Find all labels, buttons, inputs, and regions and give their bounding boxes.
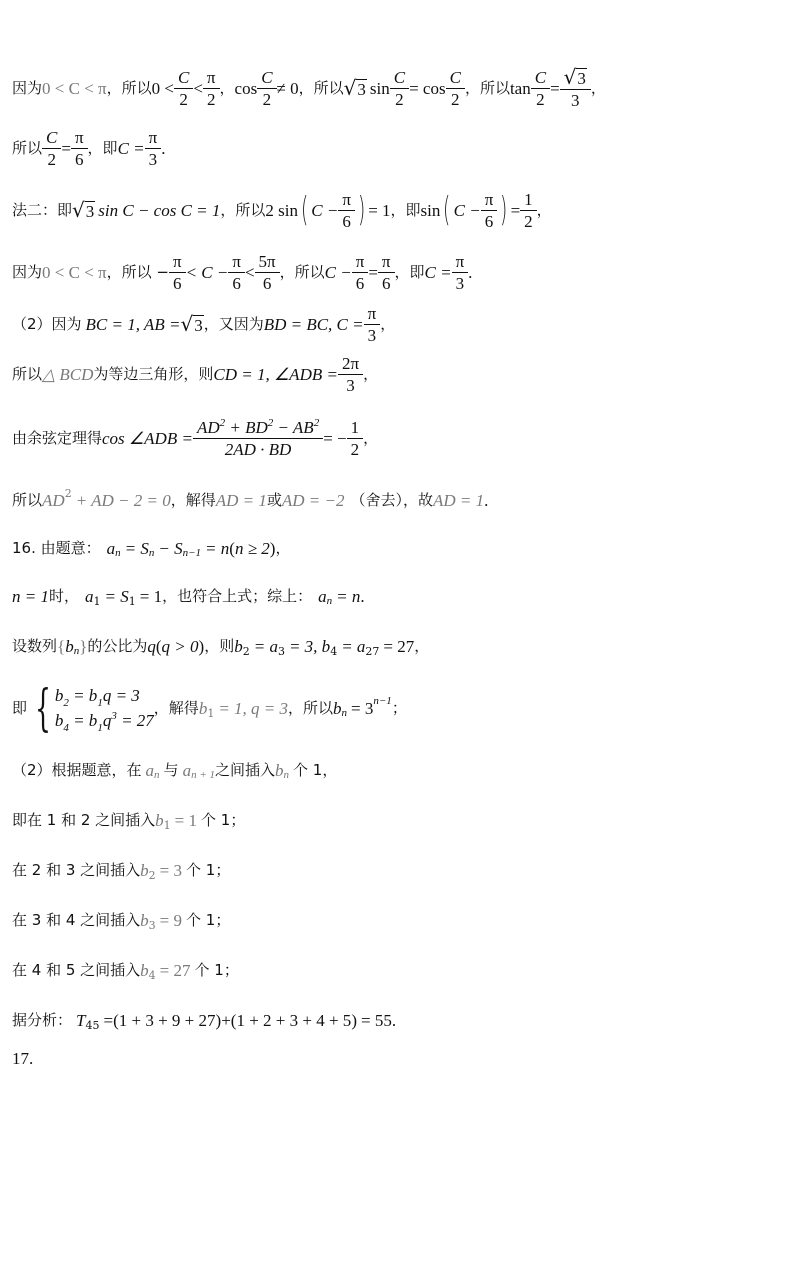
text: 个 1； xyxy=(186,910,231,929)
fraction xyxy=(205,69,218,108)
superscript: 2 xyxy=(219,416,226,429)
fraction xyxy=(230,253,243,292)
math: tan xyxy=(509,78,531,98)
fraction xyxy=(349,419,362,458)
text: （2）因为 xyxy=(12,314,82,333)
fraction xyxy=(257,253,278,292)
text: ， xyxy=(590,78,606,97)
text: 即 xyxy=(12,698,28,717)
fraction xyxy=(483,191,496,230)
text: ， xyxy=(414,636,430,655)
text: ，解得 xyxy=(153,698,199,717)
math: < C − xyxy=(185,262,229,282)
subscript: n xyxy=(341,706,348,719)
fraction xyxy=(533,69,548,108)
denominator: 2 xyxy=(347,438,364,458)
subscript: 4 xyxy=(148,968,156,982)
fraction xyxy=(340,355,361,394)
text: ，所以 xyxy=(106,78,152,97)
fraction xyxy=(259,69,274,108)
fraction xyxy=(340,191,353,230)
text: ，解得 xyxy=(170,490,216,509)
fraction xyxy=(366,305,379,344)
radicand: 3 xyxy=(194,315,203,335)
math: b xyxy=(140,860,149,880)
math: sin xyxy=(369,78,390,98)
text: 16. 由题意： xyxy=(12,538,101,557)
numerator: π xyxy=(342,189,351,209)
text: 的公比为 xyxy=(87,636,148,655)
radicand: 3 xyxy=(577,68,586,88)
math: sin xyxy=(420,200,441,220)
math: = 1, q = 3 xyxy=(218,698,289,718)
denominator: 2 xyxy=(42,148,61,168)
math: a xyxy=(318,586,327,606)
superscript: 2 xyxy=(313,416,320,429)
math: AD = 1 xyxy=(215,490,267,510)
fraction xyxy=(380,253,393,292)
text: ，所以 − xyxy=(106,262,169,281)
numerator: π xyxy=(206,67,216,87)
subscript: 1 xyxy=(207,706,215,720)
math: = 9 xyxy=(159,910,183,930)
equation-row xyxy=(55,708,154,734)
denominator: 6 xyxy=(352,272,369,292)
math: = xyxy=(510,200,521,220)
math: = 27 xyxy=(159,960,191,980)
math: + AD − 2 = 0 xyxy=(75,490,171,510)
text: 因为 xyxy=(12,78,43,97)
math: AD = −2 xyxy=(281,490,345,510)
fraction xyxy=(147,129,160,168)
text: （2）根据题意，在 xyxy=(12,760,142,779)
text: ，所以 xyxy=(298,78,344,97)
numerator: π xyxy=(381,251,391,271)
math: = − xyxy=(323,428,347,448)
math: b xyxy=(333,698,342,718)
math: = 3, b xyxy=(288,636,331,656)
line-12: 即 { $b_2 = b_1q = 3$ $b_4 = b_1q^3 = 27$ ，解得 b 1 = 1, q = 3 ，所以 b n = 3 n−1 ； xyxy=(12,679,407,737)
text: ， xyxy=(275,538,291,557)
numerator: C xyxy=(449,67,461,87)
subscript: n xyxy=(283,768,290,781)
denominator: 2 xyxy=(257,88,276,108)
sqrt: √ 3 xyxy=(563,65,586,89)
text: ； xyxy=(391,698,407,717)
math: b xyxy=(140,910,149,930)
math: = n xyxy=(336,586,361,606)
math: 2 sin xyxy=(265,200,298,220)
numerator: C xyxy=(261,67,273,87)
text: ， xyxy=(219,78,235,97)
text: ， xyxy=(363,428,379,447)
text: 之间插入 xyxy=(215,760,276,779)
numerator: 5π xyxy=(258,251,276,271)
text: ， xyxy=(363,364,379,383)
math: a xyxy=(106,538,116,558)
text: 因为 xyxy=(12,262,43,281)
math: ≠ 0 xyxy=(276,78,299,98)
numerator: π xyxy=(148,127,158,147)
math: 0 < xyxy=(151,78,174,98)
math: cos ∠ADB = xyxy=(102,428,193,448)
numerator: π xyxy=(172,251,182,271)
denominator: 2 xyxy=(531,88,550,108)
text: 法二：即 xyxy=(12,200,73,219)
subscript: n xyxy=(326,594,333,607)
subscript: 3 xyxy=(277,644,285,658)
math: = S xyxy=(124,538,149,558)
math: = 1 xyxy=(174,810,198,830)
text: ， xyxy=(536,200,552,219)
text: 设数列 xyxy=(12,636,58,655)
subscript: 1 xyxy=(97,722,103,734)
fraction xyxy=(44,129,59,168)
math: AD xyxy=(42,490,65,510)
line-7 xyxy=(12,408,378,468)
text: 个 1； xyxy=(201,810,246,829)
fraction xyxy=(392,69,407,108)
text: 或 xyxy=(266,490,282,509)
text: 所以 xyxy=(12,364,43,383)
denominator: 6 xyxy=(481,210,498,230)
text: 在 4 和 5 之间插入 xyxy=(12,960,141,979)
math: = S xyxy=(104,586,129,606)
math: C − xyxy=(311,200,339,220)
math: . xyxy=(161,138,166,158)
text: ，则 xyxy=(204,636,235,655)
numerator: π xyxy=(484,189,494,209)
subscript: n xyxy=(148,546,155,559)
equation-system xyxy=(55,683,154,734)
line-1 xyxy=(12,58,606,118)
denominator: 6 xyxy=(255,272,280,292)
text: ，所以 xyxy=(288,698,334,717)
subscript: 2 xyxy=(242,644,250,658)
denominator: 2AD · BD xyxy=(193,438,323,458)
fraction xyxy=(448,69,463,108)
math: − S xyxy=(158,538,183,558)
denominator: 3 xyxy=(452,272,469,292)
fraction xyxy=(354,253,367,292)
question-number: 17. xyxy=(12,1048,34,1068)
numerator: π xyxy=(355,251,365,271)
subscript: 1 xyxy=(93,594,101,608)
math: = 1 xyxy=(368,200,391,220)
math: = cos xyxy=(409,78,446,98)
math: a xyxy=(85,586,94,606)
math: △ BCD xyxy=(42,364,94,384)
math: = a xyxy=(341,636,366,656)
subscript: 2 xyxy=(148,868,156,882)
math: 1 + 3 + 9 + 27 xyxy=(118,1010,216,1030)
line-9: 16. 由题意： a n = S n − S n−1 = n ( n ≥ 2 ) ， xyxy=(12,538,291,559)
numerator: π xyxy=(455,251,465,271)
math: sin C − cos C = 1 xyxy=(98,200,221,220)
text: 即在 1 和 2 之间插入 xyxy=(12,810,156,829)
math: BD = BC, C = xyxy=(263,314,364,334)
math: 1 + 2 + 3 + 4 + 5 xyxy=(236,1010,352,1030)
radicand: 3 xyxy=(85,201,95,221)
numerator: C xyxy=(534,67,547,87)
math: < xyxy=(244,262,255,282)
subscript: 1 xyxy=(163,818,171,832)
math: BC = 1, AB = xyxy=(85,314,181,334)
math: C − xyxy=(324,262,352,282)
math: = 27 xyxy=(121,711,154,730)
text: ，又因为 xyxy=(203,314,264,333)
text: 与 xyxy=(163,760,179,779)
math: = 1 xyxy=(139,586,163,606)
fraction xyxy=(171,253,184,292)
math: = 3 xyxy=(159,860,183,880)
math: CD = 1, ∠ADB = xyxy=(213,364,338,384)
math: q xyxy=(102,711,112,730)
math: = xyxy=(61,138,71,158)
superscript: n−1 xyxy=(373,694,392,707)
math: AD xyxy=(196,417,220,437)
math: a xyxy=(182,760,192,780)
denominator: 2 xyxy=(390,88,409,108)
math: = 27 xyxy=(383,636,415,656)
text: ，也符合上式；综上： xyxy=(162,586,313,605)
text: 个 1； xyxy=(194,960,239,979)
equation-row xyxy=(55,683,154,709)
fraction xyxy=(562,67,589,109)
math: . xyxy=(360,586,365,606)
sqrt: √ 3 xyxy=(72,198,95,222)
math: < xyxy=(193,78,203,98)
text: 时， xyxy=(48,586,79,605)
text: ，即 xyxy=(390,200,421,219)
math: = a xyxy=(253,636,278,656)
math: C = xyxy=(424,262,452,282)
math: n ≥ 2 xyxy=(234,538,270,558)
denominator: 6 xyxy=(228,272,245,292)
subscript: 4 xyxy=(63,722,69,734)
math: C = xyxy=(117,138,145,158)
text: 所以 xyxy=(12,138,43,157)
text: （舍去），故 xyxy=(350,490,434,509)
math: q = 3 xyxy=(102,685,140,705)
superscript: 2 xyxy=(267,416,274,429)
fraction xyxy=(522,191,535,230)
math: b xyxy=(54,711,64,730)
math: q > 0 xyxy=(161,636,199,656)
text: 为等边三角形，则 xyxy=(93,364,214,383)
denominator: 2 xyxy=(446,88,465,108)
text: 个 1； xyxy=(186,860,231,879)
denominator: 6 xyxy=(169,272,186,292)
math: = 3 xyxy=(351,698,374,718)
subscript: 1 xyxy=(97,696,103,709)
math: − AB xyxy=(277,417,314,437)
math: AD = 1 xyxy=(433,490,485,510)
subscript: 4 xyxy=(330,644,338,658)
line-2 xyxy=(12,118,165,178)
text: ，即 xyxy=(87,138,118,157)
denominator: 2 xyxy=(203,88,220,108)
text: 在 2 和 3 之间插入 xyxy=(12,860,141,879)
text: ，所以 xyxy=(464,78,510,97)
math: = n xyxy=(205,538,230,558)
numerator: 1 xyxy=(350,417,360,437)
math: 0 < C < π xyxy=(42,78,107,98)
subscript: 1 xyxy=(128,594,136,608)
line-3: 法二：即 √ 3 sin C − cos C = 1 ，所以 2 sin ( C − $\frac{\pi}{6}$ ) = 1 ，即 sin ( C − $\frac{\pi}{6}$ ) = $\frac{1}{2}$ ， xyxy=(12,189,552,231)
numerator: π xyxy=(232,251,241,271)
math: + xyxy=(221,1010,231,1030)
numerator: C xyxy=(46,127,58,147)
math: = xyxy=(103,1010,114,1030)
text: ，即 xyxy=(394,262,425,281)
math: = xyxy=(368,262,378,282)
math: = xyxy=(550,78,560,98)
math: b xyxy=(275,760,284,780)
text: 由余弦定理得 xyxy=(12,428,103,447)
text: ， xyxy=(380,314,396,333)
subscript: 2 xyxy=(63,696,69,709)
line-4 xyxy=(12,242,472,302)
math: cos xyxy=(234,78,258,98)
math: . xyxy=(468,262,473,282)
math: b xyxy=(234,636,243,656)
text: 个 1， xyxy=(293,760,338,779)
denominator: 3 xyxy=(560,89,591,109)
line-11: 设数列 { b n } 的公比为 q ( q > 0 ) ，则 b 2 = a 3 = 3, b 4 = a 27 = 27 ， xyxy=(12,636,430,658)
denominator: 2 xyxy=(174,88,193,108)
denominator: 6 xyxy=(71,148,88,168)
fraction xyxy=(73,129,86,168)
line-6 xyxy=(12,344,378,404)
subscript: n xyxy=(73,644,80,657)
math: = 55 xyxy=(360,1010,392,1030)
subscript: n xyxy=(154,768,160,781)
numerator: π xyxy=(367,303,377,323)
denominator: 6 xyxy=(378,272,395,292)
fraction xyxy=(176,69,191,108)
math: b xyxy=(54,685,64,705)
math: = b xyxy=(73,711,98,730)
fraction xyxy=(454,253,467,292)
math: 0 < C < π xyxy=(42,262,107,282)
text: 据分析： xyxy=(12,1010,73,1029)
math: n = 1 xyxy=(12,586,49,606)
math: + BD xyxy=(229,417,268,437)
math: T xyxy=(76,1010,86,1030)
superscript: 3 xyxy=(111,710,117,722)
denominator: 3 xyxy=(145,148,162,168)
denominator: 3 xyxy=(364,324,381,344)
denominator: 6 xyxy=(338,210,355,230)
subscript: n xyxy=(115,546,121,559)
fraction xyxy=(195,416,321,459)
denominator: 3 xyxy=(338,374,363,394)
math: b xyxy=(198,698,208,718)
sqrt: √ 3 xyxy=(180,312,203,336)
subscript: n−1 xyxy=(182,546,202,559)
line-18: 据分析： T 45 = ( 1 + 3 + 9 + 27 ) + ( 1 + 2 + 3 + 4 + 5 ) = 55 . xyxy=(12,1010,397,1032)
sqrt: √ 3 xyxy=(343,76,366,100)
math: b xyxy=(65,636,74,656)
text: 在 3 和 4 之间插入 xyxy=(12,910,141,929)
radicand: 3 xyxy=(357,79,366,99)
superscript: 2 xyxy=(64,486,72,500)
math: . xyxy=(484,490,489,510)
numerator: C xyxy=(177,67,190,87)
math: q xyxy=(147,636,156,656)
subscript: 45 xyxy=(85,1018,100,1032)
numerator xyxy=(195,416,321,438)
numerator: 2π xyxy=(341,353,360,373)
math: C − xyxy=(453,200,481,220)
text: ，所以 xyxy=(220,200,266,219)
math: a xyxy=(145,760,155,780)
line-19 xyxy=(12,1028,33,1088)
math: = b xyxy=(73,685,98,705)
subscript: n + 1 xyxy=(191,768,215,781)
numerator: 1 xyxy=(524,189,533,209)
math: b xyxy=(140,960,149,980)
text: 所以 xyxy=(12,490,43,509)
subscript: 27 xyxy=(365,644,380,658)
subscript: 3 xyxy=(148,918,156,932)
math: b xyxy=(155,810,164,830)
text: ，所以 xyxy=(279,262,325,281)
denominator: 2 xyxy=(520,210,537,230)
numerator: C xyxy=(393,67,406,87)
math: . xyxy=(391,1010,397,1030)
numerator: π xyxy=(74,127,84,147)
